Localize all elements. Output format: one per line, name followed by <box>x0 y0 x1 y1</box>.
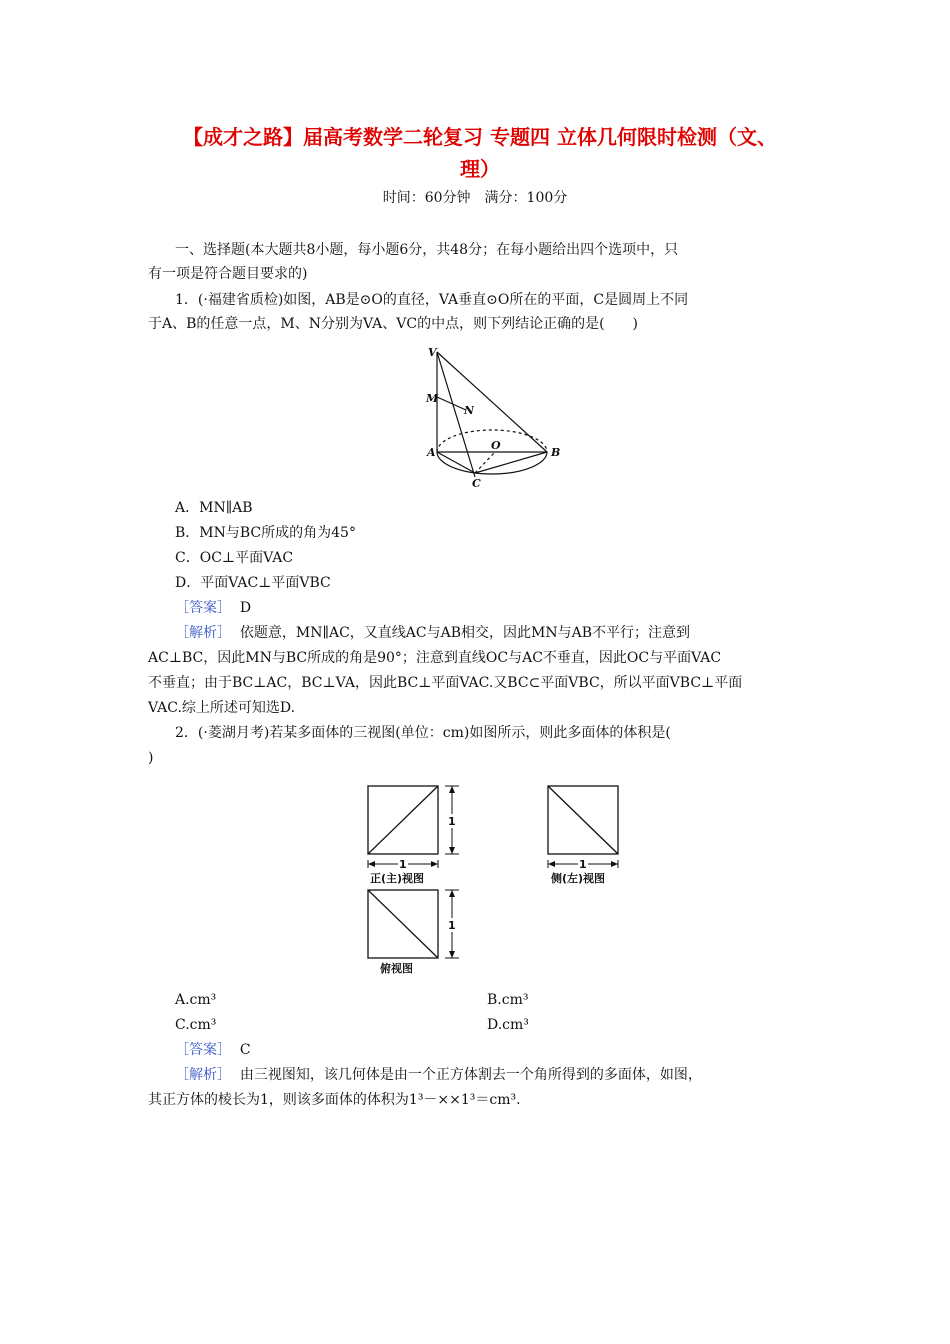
q1-answer: D <box>239 600 252 616</box>
side-view-caption: 侧(左)视图 <box>551 872 606 885</box>
q1-stem-1: 1．(·福建省质检)如图，AB是⊙O的直径，VA垂直⊙O所在的平面，C是圆周上不同 <box>175 292 689 308</box>
label-n: N <box>464 404 475 417</box>
label-o: O <box>491 439 501 452</box>
label-v: V <box>428 346 437 359</box>
section-heading-1: 一、选择题(本大题共8小题，每小题6分，共48分；在每小题给出四个选项中，只 <box>175 242 679 258</box>
q2-answer-row <box>175 1038 845 1062</box>
title-line-2: 理） <box>460 157 500 181</box>
q1-figure <box>420 342 570 492</box>
front-width-label: 1 <box>399 858 407 871</box>
q1-analysis-3: 不垂直；由于BC⊥AC，BC⊥VA，因此BC⊥平面VAC.又BC⊂平面VBC，所以平面VBC⊥平面 <box>148 675 743 691</box>
label-a: A <box>427 446 436 459</box>
q1-option-a: A．MN∥AB <box>175 500 253 516</box>
q2-analysis-tag: ［解析］ <box>175 1067 231 1083</box>
q1-analysis-2: AC⊥BC，因此MN与BC所成的角是90°；注意到直线OC与AC不垂直，因此OC与平面VAC <box>148 650 722 666</box>
label-c: C <box>472 477 481 490</box>
q2-analysis-2: 其正方体的棱长为1，则该多面体的体积为1³－××1³＝cm³. <box>148 1092 521 1108</box>
front-view-diagonal <box>368 786 438 854</box>
section-heading-2: 有一项是符合题目要求的) <box>148 266 308 282</box>
q1-analysis-1: 依题意，MN∥AC，又直线AC与AB相交，因此MN与AB不平行；注意到 <box>239 625 690 641</box>
q1-option-c: C．OC⊥平面VAC <box>175 550 294 566</box>
q1-analysis-tag: ［解析］ <box>175 625 231 641</box>
q2-stem-1: 2．(·菱湖月考)若某多面体的三视图(单位：cm)如图所示，则此多面体的体积是( <box>175 725 671 741</box>
side-view-diagonal <box>548 786 618 854</box>
q1-option-d: D．平面VAC⊥平面VBC <box>175 575 331 591</box>
time-score-info: 时间：60分钟 满分：100分 <box>382 190 568 206</box>
q2-answer-tag: ［答案］ <box>175 1042 231 1058</box>
q2-three-views <box>355 778 635 978</box>
q2-option-a: A.cm³ <box>175 992 217 1008</box>
q1-answer-tag: ［答案］ <box>175 600 231 616</box>
q1-analysis-row-1 <box>175 621 845 645</box>
top-view-caption: 俯视图 <box>380 962 413 975</box>
q1-option-b: B．MN与BC所成的角为45° <box>175 525 356 541</box>
edge-vb <box>437 352 547 452</box>
q1-analysis-4: VAC.综上所述可知选D. <box>148 700 296 716</box>
front-height-label: 1 <box>448 815 456 828</box>
q2-option-b: B.cm³ <box>487 992 529 1008</box>
q2-option-d: D.cm³ <box>487 1017 529 1033</box>
top-height-label: 1 <box>448 919 456 932</box>
q2-analysis-row-1 <box>175 1063 845 1087</box>
title-line-1: 【成才之路】届高考数学二轮复习 专题四 立体几何限时检测（文、 <box>183 125 777 149</box>
q1-stem-2: 于A、B的任意一点，M、N分别为VA、VC的中点，则下列结论正确的是( ) <box>148 316 638 332</box>
front-view-caption: 正(主)视图 <box>370 872 425 885</box>
q2-analysis-1: 由三视图知，该几何体是由一个正方体割去一个角所得到的多面体，如图， <box>239 1067 702 1083</box>
side-width-label: 1 <box>579 858 587 871</box>
q2-answer: C <box>239 1042 251 1058</box>
q2-option-c: C.cm³ <box>175 1017 217 1033</box>
edge-bc <box>475 452 547 473</box>
q1-answer-row <box>175 596 845 620</box>
q2-stem-2: ) <box>148 750 154 766</box>
label-b: B <box>551 446 561 459</box>
top-view-diagonal <box>368 890 438 958</box>
label-m: M <box>426 392 439 405</box>
